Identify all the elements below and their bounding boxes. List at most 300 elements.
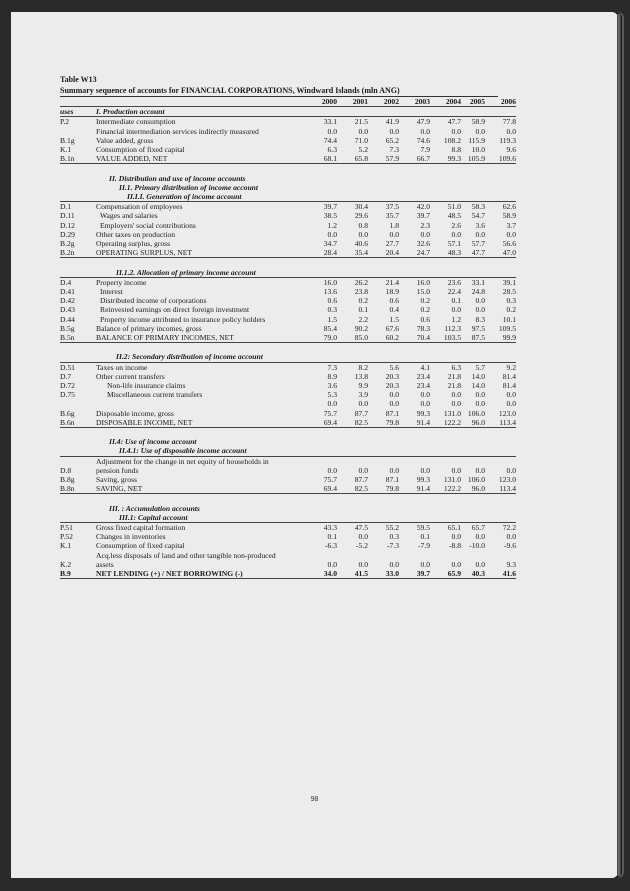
- value-cell: 65.7: [471, 523, 485, 533]
- value-cell: 58.3: [471, 202, 485, 212]
- value-cell: 55.2: [385, 523, 399, 533]
- value-cell: 0.0: [389, 229, 399, 239]
- account-label: Wages and salaries: [100, 211, 158, 221]
- value-cell: 75.7: [323, 475, 337, 485]
- section-title: II. Distribution and use of income accounts: [109, 173, 246, 183]
- account-label: Compensation of employees: [96, 202, 183, 212]
- value-cell: 24.7: [399, 248, 430, 258]
- section-heading: [60, 107, 516, 117]
- value-cell: 0.0: [389, 399, 399, 409]
- value-cell: 0.0: [475, 296, 485, 306]
- account-code: B.6g: [60, 408, 75, 418]
- value-cell: 10.1: [502, 314, 516, 324]
- value-cell: 71.0: [354, 135, 368, 145]
- table-row: [60, 277, 516, 287]
- value-cell: 0.6: [389, 296, 399, 306]
- value-cell: 21.5: [354, 117, 368, 127]
- value-cell: 108.2: [443, 135, 461, 145]
- account-label: Reinvested earnings on direct foreign investment: [100, 305, 250, 315]
- table-container: [60, 75, 516, 579]
- value-cell: 82.5: [337, 484, 368, 494]
- value-cell: 0.0: [475, 390, 485, 400]
- value-cell: 18.9: [385, 287, 399, 297]
- value-cell: 0.3: [506, 296, 516, 306]
- value-cell: 41.9: [385, 117, 399, 127]
- section-title: III.1: Capital account: [119, 512, 188, 522]
- account-label: Value added, gross: [96, 135, 154, 145]
- table-row: [60, 239, 516, 248]
- value-cell: 0.2: [420, 296, 430, 306]
- table-row: [60, 305, 516, 314]
- value-cell: 0.6: [420, 314, 430, 324]
- value-cell: 27.7: [385, 239, 399, 249]
- account-code: [60, 127, 96, 136]
- value-cell: 14.0: [471, 371, 485, 381]
- value-cell: 65.1: [447, 523, 461, 533]
- value-cell: [368, 456, 399, 466]
- account-code: P.52: [60, 532, 73, 542]
- value-cell: 16.0: [416, 277, 430, 287]
- value-cell: 106.0: [467, 408, 485, 418]
- value-cell: 0.6: [327, 296, 337, 306]
- value-cell: 131.0: [443, 475, 461, 485]
- value-cell: 0.0: [475, 399, 485, 409]
- account-label: Gross fixed capital formation: [96, 523, 186, 533]
- value-cell: 0.0: [358, 399, 368, 409]
- value-cell: 87.1: [385, 408, 399, 418]
- section-heading: [60, 174, 516, 183]
- table-row: [60, 287, 516, 296]
- value-cell: 0.0: [451, 532, 461, 542]
- accounts-table: [60, 97, 516, 579]
- value-cell: 0.0: [327, 559, 337, 569]
- value-cell: 81.4: [502, 371, 516, 381]
- value-cell: 97.5: [471, 323, 485, 333]
- value-cell: 4.1: [420, 362, 430, 372]
- table-row: [60, 523, 516, 533]
- value-cell: 32.6: [416, 239, 430, 249]
- value-cell: 21.4: [385, 277, 399, 287]
- value-cell: 1.2: [451, 314, 461, 324]
- page-edge: [617, 14, 621, 876]
- table-row: [60, 484, 516, 494]
- value-cell: 30.4: [354, 202, 368, 212]
- account-code: K.2: [60, 559, 72, 569]
- value-cell: 77.8: [502, 117, 516, 127]
- account-code: K.1: [60, 541, 72, 551]
- account-label: Financial intermediation services indirectly measured: [96, 126, 259, 136]
- value-cell: 0.2: [506, 305, 516, 315]
- value-cell: 57.7: [471, 239, 485, 249]
- value-cell: 43.3: [323, 523, 337, 533]
- year-header: 2003: [399, 97, 430, 107]
- year-header: 2005: [461, 97, 485, 107]
- value-cell: [461, 551, 485, 560]
- table-row: [60, 230, 516, 239]
- account-label: Interest: [100, 287, 123, 297]
- table-row: [60, 466, 516, 475]
- value-cell: [461, 456, 485, 466]
- section-title: III. : Accumulation accounts: [109, 503, 200, 513]
- value-cell: 103.5: [430, 333, 461, 343]
- value-cell: 24.8: [471, 287, 485, 297]
- value-cell: [430, 456, 461, 466]
- value-cell: 69.4: [310, 418, 337, 428]
- section-heading: [60, 352, 516, 362]
- value-cell: 60.2: [368, 333, 399, 343]
- account-code: [60, 551, 96, 560]
- value-cell: 21.8: [447, 381, 461, 391]
- account-code: P.2: [60, 117, 70, 127]
- table-row: [60, 372, 516, 381]
- value-cell: 1.2: [327, 220, 337, 230]
- account-label: Balance of primary incomes, gross: [96, 323, 202, 333]
- section-heading: [60, 437, 516, 446]
- value-cell: 5.3: [327, 390, 337, 400]
- account-code: B.6n: [60, 418, 96, 428]
- value-cell: 35.4: [337, 248, 368, 258]
- value-cell: 47.0: [485, 248, 516, 258]
- value-cell: 85.4: [323, 323, 337, 333]
- account-label: Miscellaneous current transfers: [107, 390, 203, 400]
- account-label: OPERATING SURPLUS, NET: [96, 248, 192, 258]
- year-header: 2006: [485, 97, 516, 107]
- value-cell: 72.2: [502, 523, 516, 533]
- section-heading: [60, 268, 516, 278]
- value-cell: 22.4: [447, 287, 461, 297]
- value-cell: 70.4: [399, 333, 430, 343]
- value-cell: -6.3: [324, 541, 337, 551]
- value-cell: 35.7: [385, 211, 399, 221]
- account-label: Operating surplus, gross: [96, 239, 171, 249]
- table-row: [60, 333, 516, 343]
- value-cell: 59.5: [416, 523, 430, 533]
- account-label: Consumption of fixed capital: [96, 145, 185, 155]
- value-cell: 6.3: [451, 362, 461, 372]
- value-cell: 8.8: [451, 145, 461, 155]
- value-cell: -7.3: [386, 541, 399, 551]
- value-cell: 91.4: [399, 418, 430, 428]
- table-row: [60, 456, 516, 466]
- value-cell: 58.9: [502, 211, 516, 221]
- value-cell: 99.3: [430, 154, 461, 164]
- value-cell: 0.1: [358, 305, 368, 315]
- table-row: [60, 409, 516, 418]
- value-cell: 65.2: [385, 135, 399, 145]
- value-cell: 0.0: [420, 390, 430, 400]
- value-cell: 79.8: [368, 418, 399, 428]
- value-cell: 57.1: [447, 239, 461, 249]
- value-cell: 2.3: [420, 220, 430, 230]
- account-label: Consumption of fixed capital: [96, 541, 185, 551]
- value-cell: 0.0: [389, 465, 399, 475]
- value-cell: 0.0: [451, 390, 461, 400]
- value-cell: 9.9: [358, 381, 368, 391]
- value-cell: 0.0: [420, 465, 430, 475]
- account-label: Changes in inventories: [96, 532, 166, 542]
- section-title: II.4.1: Use of disposable income account: [119, 446, 247, 456]
- value-cell: 79.8: [368, 484, 399, 494]
- value-cell: 7.9: [420, 145, 430, 155]
- value-cell: 5.7: [475, 362, 485, 372]
- table-row: [60, 296, 516, 305]
- value-cell: 62.6: [502, 202, 516, 212]
- value-cell: 47.7: [447, 117, 461, 127]
- value-cell: 23.4: [416, 371, 430, 381]
- value-cell: [430, 551, 461, 560]
- value-cell: 87.7: [354, 475, 368, 485]
- value-cell: 42.0: [416, 202, 430, 212]
- year-header: 2001: [337, 97, 368, 107]
- account-code: D.41: [60, 287, 75, 297]
- value-cell: 0.0: [506, 532, 516, 542]
- value-cell: 0.0: [451, 465, 461, 475]
- value-cell: [310, 456, 337, 466]
- account-code: B.1g: [60, 135, 75, 145]
- value-cell: [337, 456, 368, 466]
- account-code: D.29: [60, 229, 75, 239]
- account-code: D.43: [60, 305, 75, 315]
- table-row: [60, 315, 516, 324]
- value-cell: 78.3: [416, 323, 430, 333]
- account-label: SAVING, NET: [96, 484, 143, 494]
- value-cell: 33.1: [323, 117, 337, 127]
- account-label: Disposable income, gross: [96, 408, 174, 418]
- year-header: 2004: [430, 97, 461, 107]
- value-cell: [337, 551, 368, 560]
- value-cell: 3.6: [475, 220, 485, 230]
- value-cell: 0.0: [451, 229, 461, 239]
- value-cell: 109.5: [498, 323, 516, 333]
- value-cell: 0.0: [451, 126, 461, 136]
- account-label: Other taxes on production: [96, 229, 176, 239]
- value-cell: 99.3: [416, 475, 430, 485]
- account-label: Taxes on income: [96, 362, 148, 372]
- value-cell: 0.0: [475, 126, 485, 136]
- account-label: NET LENDING (+) / NET BORROWING (-): [96, 569, 243, 579]
- value-cell: 3.6: [327, 381, 337, 391]
- value-cell: -5.2: [355, 541, 368, 551]
- account-label: DISPOSABLE INCOME, NET: [96, 417, 193, 427]
- value-cell: 123.0: [498, 408, 516, 418]
- value-cell: 13.6: [323, 287, 337, 297]
- value-cell: 0.0: [327, 229, 337, 239]
- value-cell: 0.1: [451, 296, 461, 306]
- value-cell: 5.2: [358, 145, 368, 155]
- account-label: Employers' social contributions: [100, 220, 196, 230]
- value-cell: 40.3: [461, 569, 485, 579]
- value-cell: 29.6: [354, 211, 368, 221]
- value-cell: 65.8: [337, 154, 368, 164]
- table-row: [60, 324, 516, 333]
- value-cell: 122.2: [430, 418, 461, 428]
- value-cell: -10.0: [469, 541, 485, 551]
- account-label: Property income: [96, 277, 147, 287]
- account-code: B.2g: [60, 239, 75, 249]
- account-label: Distributed income of corporations: [100, 296, 207, 306]
- value-cell: 23.6: [447, 277, 461, 287]
- value-cell: 74.6: [416, 135, 430, 145]
- value-cell: 48.5: [447, 211, 461, 221]
- section-heading: [60, 192, 516, 202]
- value-cell: 74.4: [323, 135, 337, 145]
- value-cell: 1.5: [389, 314, 399, 324]
- account-code: [60, 399, 96, 408]
- account-code: D.12: [60, 220, 75, 230]
- section-title: I. Production account: [96, 107, 516, 117]
- value-cell: 9.2: [506, 362, 516, 372]
- value-cell: 0.0: [358, 559, 368, 569]
- account-code: D.7: [60, 371, 72, 381]
- value-cell: 39.7: [416, 211, 430, 221]
- value-cell: 0.0: [506, 399, 516, 409]
- value-cell: 0.0: [420, 559, 430, 569]
- section-heading: [60, 504, 516, 513]
- value-cell: 14.0: [471, 381, 485, 391]
- account-code: D.8: [60, 465, 72, 475]
- value-cell: 51.0: [447, 202, 461, 212]
- value-cell: 3.9: [358, 390, 368, 400]
- document-page: [11, 12, 618, 878]
- value-cell: 0.0: [327, 126, 337, 136]
- value-cell: 34.7: [323, 239, 337, 249]
- value-cell: 75.7: [323, 408, 337, 418]
- value-cell: 0.0: [420, 126, 430, 136]
- year-header: 2002: [368, 97, 399, 107]
- value-cell: 0.0: [475, 559, 485, 569]
- value-cell: 90.2: [354, 323, 368, 333]
- section-code: uses: [60, 107, 96, 117]
- value-cell: 82.5: [337, 418, 368, 428]
- section-title: II.1. Primary distribution of income account: [119, 182, 259, 192]
- value-cell: 2.2: [358, 314, 368, 324]
- value-cell: [485, 456, 516, 466]
- value-cell: 28.4: [310, 248, 337, 258]
- value-cell: 66.7: [399, 154, 430, 164]
- account-code: [60, 456, 96, 466]
- account-code: B.8g: [60, 475, 75, 485]
- account-code: B.2n: [60, 248, 96, 258]
- value-cell: 1.5: [327, 314, 337, 324]
- section-heading: [60, 446, 516, 456]
- account-label: assets: [96, 559, 114, 569]
- table-row: [60, 390, 516, 399]
- value-cell: 87.7: [354, 408, 368, 418]
- table-row: [60, 418, 516, 428]
- account-label: Saving, gross: [96, 475, 137, 485]
- account-label: VALUE ADDED, NET: [96, 154, 168, 164]
- table-row: [60, 560, 516, 569]
- value-cell: 1.8: [389, 220, 399, 230]
- account-code: P.51: [60, 523, 73, 533]
- value-cell: 37.5: [385, 202, 399, 212]
- value-cell: 39.1: [502, 277, 516, 287]
- value-cell: 39.7: [323, 202, 337, 212]
- section-title: II.1.2. Allocation of primary income account: [116, 267, 256, 277]
- section-title: II.4: Use of income account: [109, 437, 197, 447]
- value-cell: 41.5: [337, 569, 368, 579]
- value-cell: 123.0: [498, 475, 516, 485]
- value-cell: 0.0: [475, 229, 485, 239]
- value-cell: [368, 551, 399, 560]
- account-code: D.72: [60, 381, 75, 391]
- value-cell: 87.1: [385, 475, 399, 485]
- value-cell: 0.0: [389, 559, 399, 569]
- value-cell: 0.0: [358, 465, 368, 475]
- value-cell: 47.7: [461, 248, 485, 258]
- value-cell: 65.9: [430, 569, 461, 579]
- value-cell: 0.3: [327, 305, 337, 315]
- value-cell: 0.0: [451, 305, 461, 315]
- account-code: D.44: [60, 314, 75, 324]
- account-code: D.4: [60, 277, 72, 287]
- value-cell: 48.3: [430, 248, 461, 258]
- table-row: [60, 399, 516, 408]
- value-cell: 0.0: [389, 126, 399, 136]
- value-cell: 0.0: [420, 229, 430, 239]
- value-cell: 0.3: [389, 532, 399, 542]
- value-cell: 5.6: [389, 362, 399, 372]
- account-code: D.51: [60, 362, 75, 372]
- value-cell: 7.3: [389, 145, 399, 155]
- value-cell: 0.0: [506, 390, 516, 400]
- account-code: B.1n: [60, 154, 96, 164]
- value-cell: 10.0: [471, 145, 485, 155]
- value-cell: 15.0: [416, 287, 430, 297]
- value-cell: 0.0: [451, 399, 461, 409]
- table-row: [60, 551, 516, 560]
- section-title: II.2: Secondary distribution of income account: [116, 352, 263, 362]
- section-title: II.I.I. Generation of income account: [127, 192, 242, 202]
- value-cell: -7.9: [417, 541, 430, 551]
- value-cell: 87.5: [461, 333, 485, 343]
- value-cell: 0.0: [475, 305, 485, 315]
- account-code: D.1: [60, 202, 72, 212]
- value-cell: 122.2: [430, 484, 461, 494]
- value-cell: 99.3: [416, 408, 430, 418]
- value-cell: 20.3: [385, 381, 399, 391]
- value-cell: 9.3: [506, 559, 516, 569]
- value-cell: 8.2: [358, 362, 368, 372]
- table-row: [60, 221, 516, 230]
- value-cell: 39.7: [399, 569, 430, 579]
- table-row: [60, 154, 516, 164]
- section-heading: [60, 513, 516, 523]
- value-cell: 38.5: [323, 211, 337, 221]
- table-row: [60, 381, 516, 390]
- value-cell: 0.0: [451, 559, 461, 569]
- value-cell: 40.6: [354, 239, 368, 249]
- value-cell: 57.9: [368, 154, 399, 164]
- value-cell: 96.0: [461, 484, 485, 494]
- value-cell: 106.0: [467, 475, 485, 485]
- table-row: [60, 532, 516, 541]
- account-code: B.9: [60, 569, 96, 579]
- value-cell: 81.4: [502, 381, 516, 391]
- value-cell: 67.6: [385, 323, 399, 333]
- table-row: [60, 541, 516, 550]
- value-cell: 23.8: [354, 287, 368, 297]
- value-cell: 131.0: [443, 408, 461, 418]
- account-code: D.75: [60, 390, 75, 400]
- value-cell: 0.0: [327, 465, 337, 475]
- account-label: Non-life insurance claims: [107, 381, 186, 391]
- table-row: [60, 202, 516, 212]
- value-cell: 41.6: [485, 569, 516, 579]
- value-cell: 119.3: [499, 135, 516, 145]
- account-label: Adjustment for the change in net equity of households in: [96, 456, 269, 466]
- table-row: [60, 136, 516, 145]
